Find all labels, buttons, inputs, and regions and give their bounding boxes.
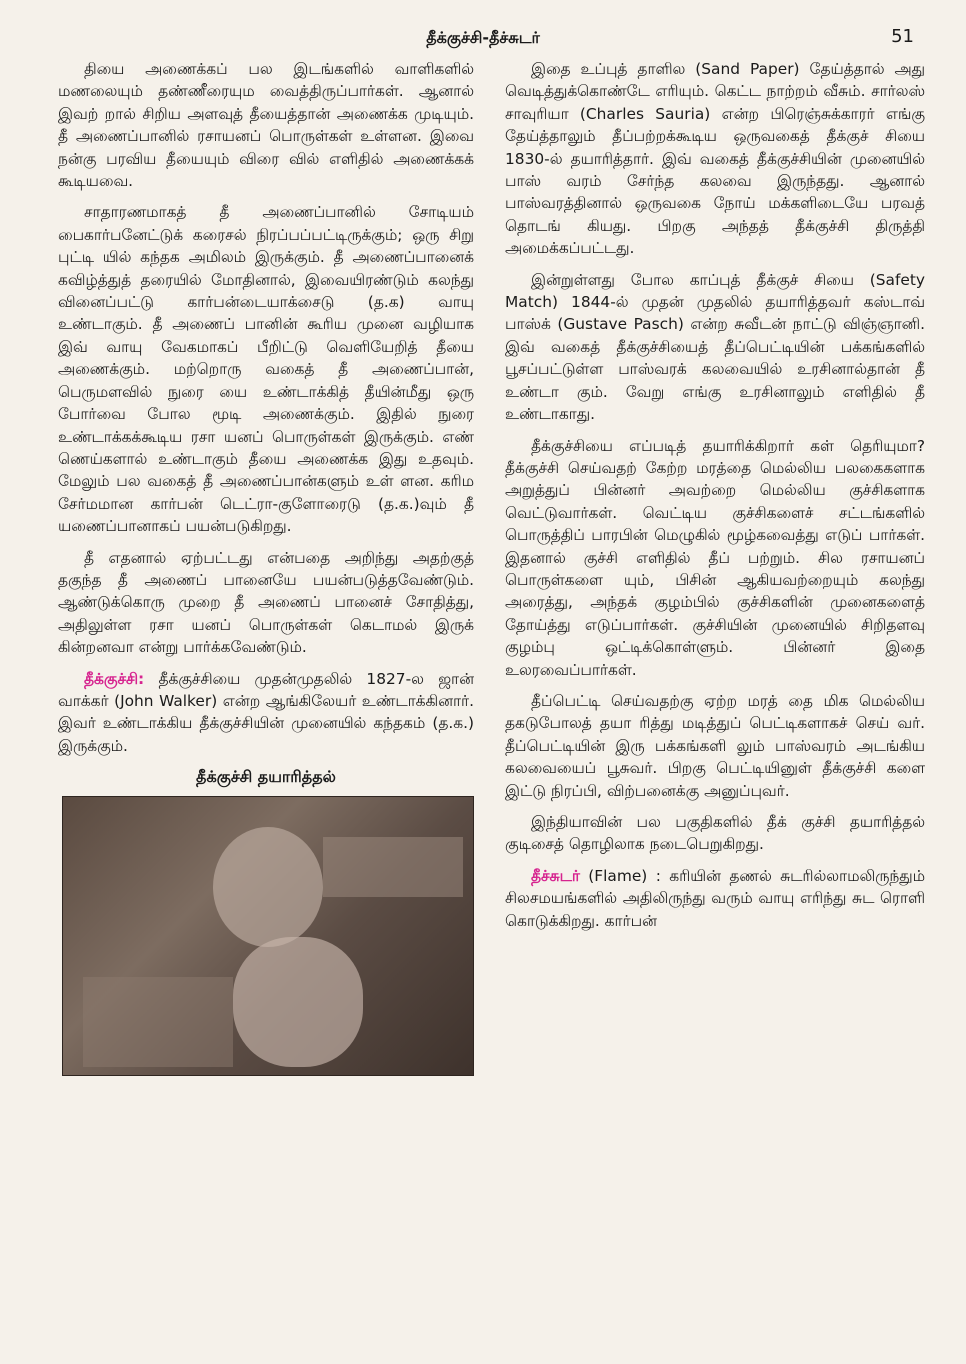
matchstick-text: தீக்குச்சியை முதன்முதலில் 1827-ல ஜான் வாக்கர் (John Walker) என்ற ஆங்கிலேயர் உண்டாக்கினார். இவர் உண்டாக்கிய தீக்குச்சியின் முனையில் கந்தகம் (த.க.) இருக்கும். xyxy=(58,669,474,755)
page-number: 51 xyxy=(891,26,914,47)
matchstick-making-photo xyxy=(62,796,474,1076)
paragraph-cottage-industry: இந்தியாவின் பல பகுதிகளில் தீக் குச்சி தயாரித்தல் குடிசைத் தொழிலாக நடைபெறுகிறது. xyxy=(505,813,925,854)
running-title: தீக்குச்சி-தீச்சுடர் xyxy=(426,28,540,47)
paragraph-extinguisher-chemistry: சாதாரணமாகத் தீ அணைப்பானில் சோடியம் பைகார்பனேட்டுக் கரைசல் நிரப்பப்பட்டிருக்கும்; ஒரு சிறு புட்டி யில் கந்தக அமிலம் இருக்கும். தீ அணைப்பானைக் கவிழ்த்துத் தரையில் மோதினால், இவையிரண்டும் கலந்து வினைப்பட்டு கார்பன்டையாக்சைடு (த.க) வாயு உண்டாகும். தீ அணைப் பானின் கூரிய முனை வழியாக இவ் வாயு வேகமாகப் பீறிட்டு வெளியேறித் தீயை அணைக்கும். மற்றொரு வகைத் தீ அணைப்பான், பெருமளவில் நுரை யை உண்டாக்கித் தீயின்மீது ஒரு போர்வை போல மூடி அணைக்கும். இதில் நுரை உண்டாக்கக்கூடிய ரசா யனப் பொருள்கள் இருக்கும். எண் ணெய்களால் உண்டாகும் தீயை அணைக்க இது உதவும். மேலும் பல வகைத் தீ அணைப்பான்களும் உள் ளன. கரிம சேர்மமான கார்பன் டெட்ரா-குளோரைடு (த.க.)வும் தீ யணைப்பானாகப் பயன்படுகிறது. xyxy=(58,203,474,536)
left-column xyxy=(58,58,474,1358)
term-flame: தீச்சுடர் xyxy=(531,866,580,885)
paragraph-fire-extinguisher-intro: தியை அணைக்கப் பல இடங்களில் வாளிகளில் மணலையும் தண்ணீரையும வைத்திருப்பார்கள். ஆனால் இவற் றால் சிறிய அளவுத் தீயைத்தான் அணைக்க முடியும். தீ அணைப்பானில் ரசாயனப் பொருள்கள் உள்ளன. இவை நன்கு பரவிய தீயையும் விரை வில் எளிதில் அணைக்கக் கூடியவை. xyxy=(58,60,474,191)
term-matchstick: தீக்குச்சி: xyxy=(84,669,145,688)
paragraph-extinguisher-care: தீ எதனால் ஏற்பட்டது என்பதை அறிந்து அதற்குத் தகுந்த தீ அணைப் பானையே பயன்படுத்தவேண்டும். ஆண்டுக்கொரு முறை தீ அணைப் பானைச் சோதித்து, அதிலுள்ள ரசா யனப் பொருள்கள் கெடாமல் இருக் கின்றனவா என்று பார்க்கவேண்டும். xyxy=(58,548,474,657)
flame-text: (Flame) : கரியின் தணல் சுடரில்லாமலிருந்தும் சிலசமயங்களில் அதிலிருந்து வரும் வாயு எரிந்து சுட ரொளி கொடுக்கிறது. கார்பன் xyxy=(505,866,925,930)
paragraph-match-manufacture: தீக்குச்சியை எப்படித் தயாரிக்கிறார் கள் தெரியுமா? தீக்குச்சி செய்வதற் கேற்ற மரத்தை மெல்லிய பலகைகளாக அறுத்துப் பின்னர் அவற்றை மெல்லிய குச்சிகளாக வெட்டுவார்கள். வெட்டிய குச்சிகளைச் சட்டங்களில் பொருத்திப் பாரபின் மெழுகில் மூழ்கவைத்து எடுப் பார்கள். இதனால் குச்சி எளிதில் தீப் பற்றும். சில ரசாயனப் பொருள்களை யும், பிசின் ஆகியவற்றையும் கலந்து அரைத்து, அந்தக் குழம்பில் குச்சிகளின் முனைகளைத் தோய்த்து எடுப்பார்கள். குச்சியின் முனையில் சிறிதளவு குழம்பு ஒட்டிக்கொள்ளும். பின்னர் இதை உலரவைப்பார்கள். xyxy=(505,436,925,679)
paragraph-matchbox: தீப்பெட்டி செய்வதற்கு ஏற்ற மரத் தை மிக மெல்லிய தகடுபோலத் தயா ரித்து மடித்துப் பெட்டிகளாகச் செய் வர். தீப்பெட்டியின் இரு பக்கங்களி லும் பாஸ்வரம் அடங்கிய கலவையைப் பூசுவர். பிறகு பெட்டியினுள் தீக்குச்சி களை இட்டு நிரப்பி, விற்பனைக்கு அனுப்புவர். xyxy=(505,691,925,800)
page-header xyxy=(0,26,966,60)
paragraph-flame xyxy=(505,865,925,932)
photo-caption-heading: தீக்குச்சி தயாரித்தல் xyxy=(196,767,336,787)
paragraph-sand-paper: இதை உப்புத் தாளில (Sand Paper) தேய்த்தால் அது வெடித்துக்கொண்டே எரியும். கெட்ட நாற்றம் வீசும். சார்லஸ் சாவுரியா (Charles Sauria) என்ற பிரெஞ்சுக்காரர் எங்கு தேய்த்தாலும் தீப்பற்றக்கூடிய ஒருவகைத் தீக்குச் சியை 1830-ல் தயாரித்தார். இவ் வகைத் தீக்குச்சியின் முனையில் பாஸ் வரம் சேர்ந்த கலவை இருந்தது. ஆனால் பாஸ்வரத்தினால் ஒருவகை நோய் மக்களிடையே பரவத் தொடங் கியது. பிறகு அந்தத் தீக்குச்சி திருத்தி அமைக்கப்பட்டது. xyxy=(505,60,925,258)
right-column xyxy=(505,58,925,1358)
paragraph-safety-match: இன்றுள்ளது போல காப்புத் தீக்குச் சியை (Safety Match) 1844-ல் முதன் முதலில் தயாரித்தவர் கஸ்டாவ் பாஸ்க் (Gustave Pasch) என்ற சுவீடன் நாட்டு விஞ்ஞானி. இவ் வகைத் தீக்குச்சியைத் தீப்பெட்டியின் பக்கங்களில் பூசப்பட்டுள்ள பாஸ்வரக் கலவையில் உரசினால்தான் தீ உண்டா கும். வேறு எங்கு உரசினாலும் எளிதில் தீ உண்டாகாது. xyxy=(505,270,925,424)
paragraph-matchstick xyxy=(58,668,474,758)
